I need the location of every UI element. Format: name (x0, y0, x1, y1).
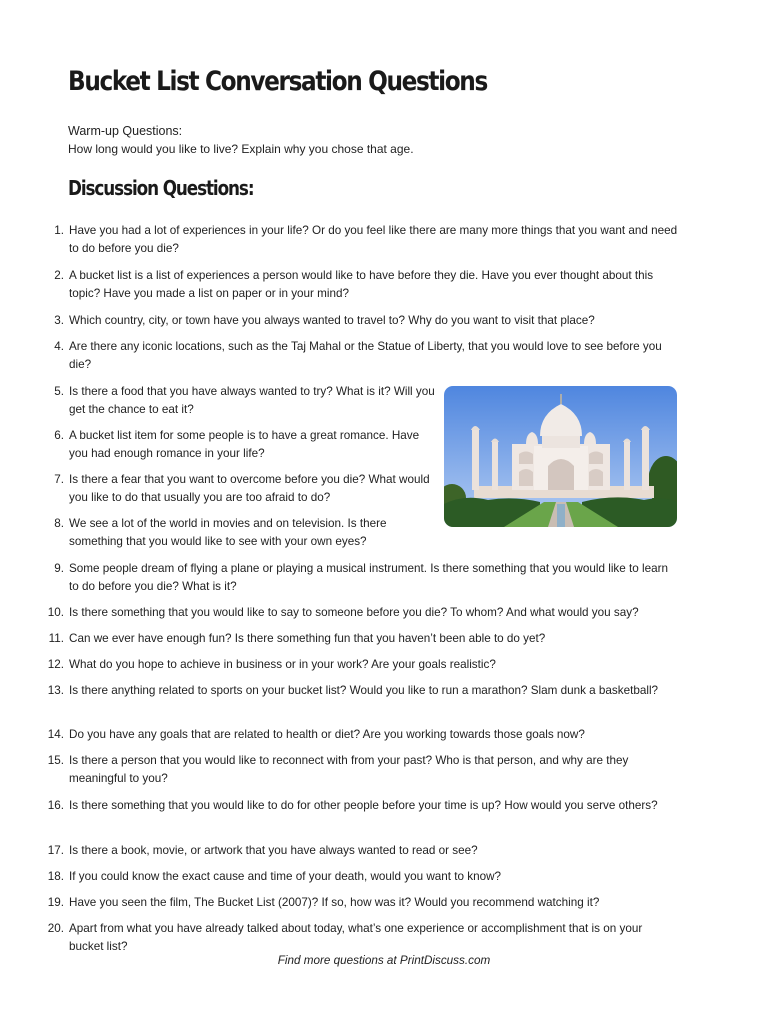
question-number: 18. (47, 870, 64, 883)
question-text: Some people dream of flying a plane or playing a musical instrument. Is there something that you would like to learn to do before you die? What is it? (69, 562, 668, 593)
question-number: 19. (47, 896, 64, 909)
question-number: 17. (47, 844, 64, 857)
question-number: 5. (54, 385, 64, 398)
question-number: 4. (54, 340, 64, 353)
question-number: 10. (47, 606, 64, 619)
warmup-question: How long would you like to live? Explain why you chose that age. (68, 142, 414, 156)
question-number: 11. (48, 632, 64, 645)
question-number: 3. (54, 314, 64, 327)
question-number: 12. (47, 658, 64, 671)
question-text: Is there anything related to sports on your bucket list? Would you like to run a marathon? Slam dunk a basketball? (69, 684, 659, 697)
question-number: 1. (54, 224, 64, 237)
footer-link-text: Find more questions at PrintDiscuss.com (277, 954, 491, 967)
question-number: 7. (54, 473, 64, 486)
question-text: Are there any iconic locations, such as the Taj Mahal or the Statue of Liberty, that you would love to see before you die? (69, 340, 662, 371)
question-text: A bucket list is a list of experiences a person would like to have before they die. Have you ever thought about this topic? Have you made a list on paper or in your mind? (69, 269, 654, 300)
question-number: 14. (47, 728, 64, 741)
page-title: Bucket List Conversation Questions (68, 66, 487, 97)
question-number: 13. (47, 684, 64, 697)
question-text: Do you have any goals that are related to health or diet? Are you working towards those goals now? (69, 728, 585, 741)
question-text: Is there a book, movie, or artwork that you have always wanted to read or see? (69, 844, 478, 857)
question-text: If you could know the exact cause and time of your death, would you want to know? (69, 870, 502, 883)
question-text: We see a lot of the world in movies and on television. Is there something that you would like to see with your own eyes? (69, 517, 387, 548)
question-number: 20. (47, 922, 64, 935)
taj-mahal-photo (444, 386, 677, 527)
question-number: 8. (54, 517, 64, 530)
question-number: 16. (47, 799, 64, 812)
question-text: What do you hope to achieve in business or in your work? Are your goals realistic? (69, 658, 496, 671)
question-text: Have you had a lot of experiences in your life? Or do you feel like there are many more things that you want and need to do before you die? (69, 224, 678, 255)
discussion-heading: Discussion Questions: (68, 176, 254, 200)
question-text: Is there a food that you have always wanted to try? What is it? Will you get the chance to eat it? (69, 385, 435, 416)
question-text: Which country, city, or town have you always wanted to travel to? Why do you want to visit that place? (69, 314, 595, 327)
question-number: 2. (54, 269, 64, 282)
question-text: Is there a fear that you want to overcome before you die? What would you like to do that usually you are too afraid to do? (69, 473, 430, 504)
question-text: Apart from what you have already talked about today, what’s one experience or accomplishment that is on your bucket list? (69, 922, 643, 953)
question-number: 15. (47, 754, 64, 767)
question-text: Is there a person that you would like to reconnect with from your past? Who is that person, and why are they meaningful to you? (69, 754, 629, 785)
question-text: Can we ever have enough fun? Is there something fun that you haven’t been able to do yet? (69, 632, 546, 645)
question-text: Is there something that you would like to say to someone before you die? To whom? And what would you say? (69, 606, 639, 619)
question-text: Have you seen the film, The Bucket List (2007)? If so, how was it? Would you recommend watching it? (69, 896, 600, 909)
warmup-label: Warm-up Questions: (68, 124, 183, 138)
question-number: 9. (54, 562, 64, 575)
question-text: A bucket list item for some people is to have a great romance. Have you had enough romance in your life? (69, 429, 420, 460)
question-number: 6. (54, 429, 64, 442)
question-text: Is there something that you would like to do for other people before your time is up? How would you serve others? (69, 799, 658, 812)
